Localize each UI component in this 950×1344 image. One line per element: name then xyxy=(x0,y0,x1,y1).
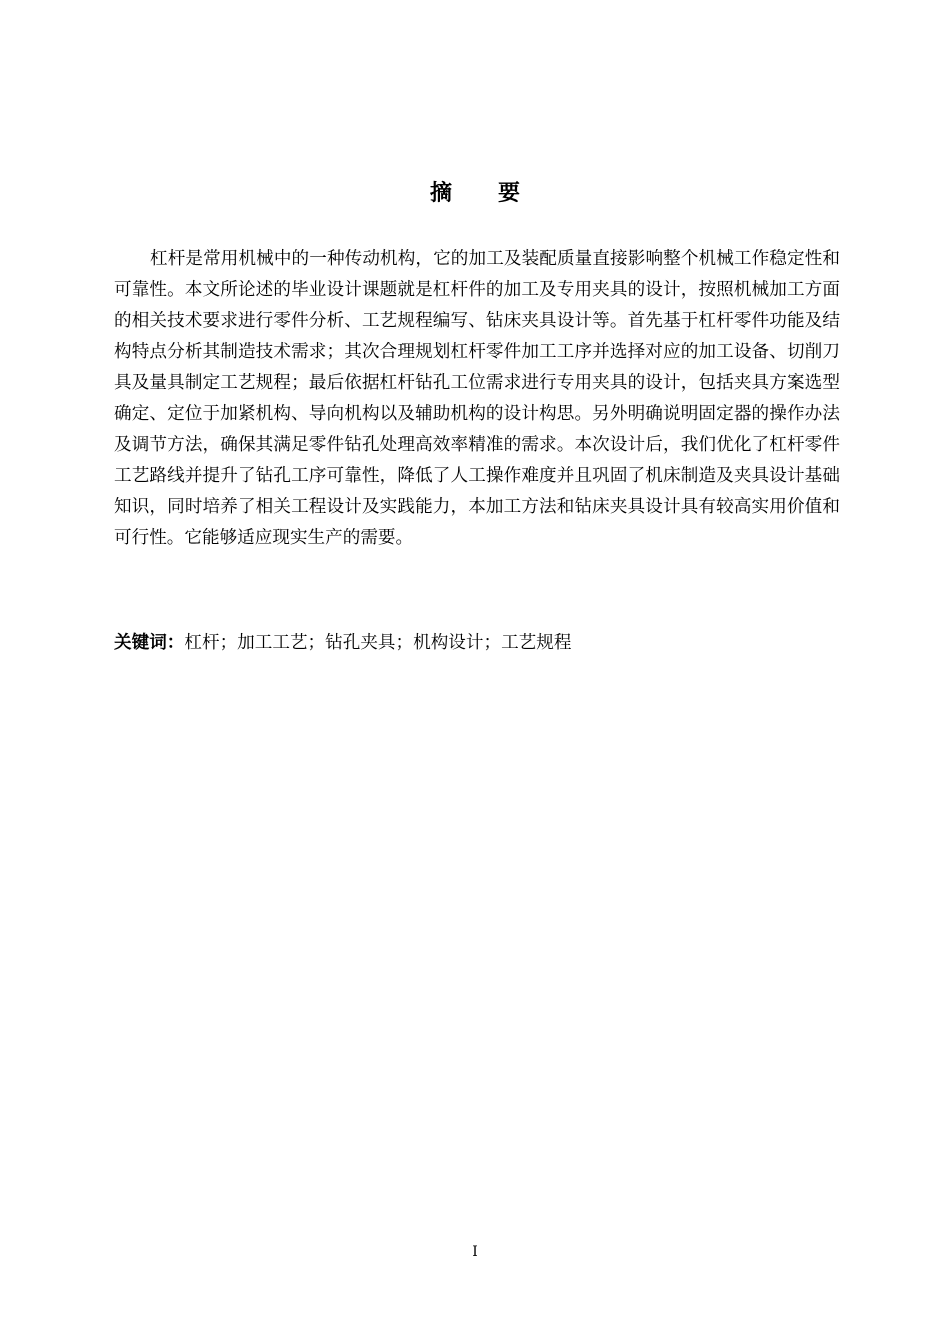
abstract-paragraph: 杠杆是常用机械中的一种传动机构，它的加工及装配质量直接影响整个机械工作稳定性和可靠性。本文所论述的毕业设计课题就是杠杆件的加工及专用夹具的设计，按照机械加工方面的相关技术要求进行零件分析、工艺规程编写、钻床夹具设计等。首先基于杠杆零件功能及结构特点分析其制造技术需求；其次合理规划杠杆零件加工工序并选择对应的加工设备、切削刀具及量具制定工艺规程；最后依据杠杆钻孔工位需求进行专用夹具的设计，包括夹具方案选型确定、定位于加紧机构、导向机构以及辅助机构的设计构思。另外明确说明固定器的操作办法及调节方法，确保其满足零件钻孔处理高效率精准的需求。本次设计后，我们优化了杠杆零件工艺路线并提升了钻孔工序可靠性，降低了人工操作难度并且巩固了机床制造及夹具设计基础知识，同时培养了相关工程设计及实践能力，本加工方法和钻床夹具设计具有较高实用价值和可行性。它能够适应现实生产的需要。 xyxy=(114,249,840,548)
keywords-line xyxy=(114,628,840,659)
keywords-label: 关键词： xyxy=(114,633,185,653)
keywords-text: 杠杆；加工工艺；钻孔夹具；机构设计；工艺规程 xyxy=(184,633,572,653)
page-title: 摘要 xyxy=(429,181,566,206)
page-number: I xyxy=(472,1244,478,1260)
